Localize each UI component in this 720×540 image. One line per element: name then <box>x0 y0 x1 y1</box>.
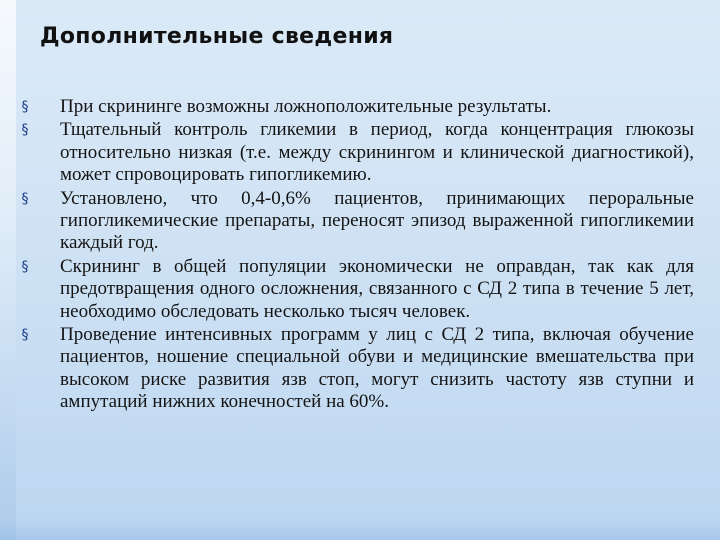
bullet-item <box>21 187 694 255</box>
bullet-text: Проведение интенсивных программ у лиц с СД 2 типа, включая обучение пациентов, ношение специальной обуви и медицинские вмешательства при высоком риске развития язв стоп, могут снизить частоту язв ступни и ампутаций нижних конечностей на 60%. <box>60 324 694 413</box>
bullet-item <box>21 324 694 414</box>
bullet-text: Тщательный контроль гликемии в период, когда концентрация глюкозы относительно низкая (т.е. между скринингом и клинической диагностикой), может спровоцировать гипогликемию. <box>60 119 694 186</box>
bullet-text: Скрининг в общей популяции экономически не оправдан, так как для предотвращения одного осложнения, связанного с СД 2 типа в течение 5 лет, необходимо обследовать несколько тысяч человек. <box>60 255 694 322</box>
section-sign-bullet-icon: § <box>21 258 29 275</box>
bullet-list <box>21 96 694 415</box>
section-sign-bullet-icon: § <box>21 190 29 207</box>
section-sign-bullet-icon: § <box>21 327 29 344</box>
decorative-left-band <box>0 0 16 540</box>
decorative-bottom-band <box>0 518 720 540</box>
section-sign-bullet-icon: § <box>21 122 29 139</box>
bullet-text: При скрининге возможны ложноположительные результаты. <box>60 96 552 117</box>
bullet-text: Установлено, что 0,4-0,6% пациентов, принимающих пероральные гипогликемические препараты, переносят эпизод выраженной гипогликемии каждый год. <box>60 187 694 254</box>
section-sign-bullet-icon: § <box>21 99 29 115</box>
slide-title: Дополнительные сведения <box>40 24 394 49</box>
bullet-item <box>21 96 694 118</box>
bullet-item <box>21 255 694 323</box>
bullet-item <box>21 119 694 186</box>
